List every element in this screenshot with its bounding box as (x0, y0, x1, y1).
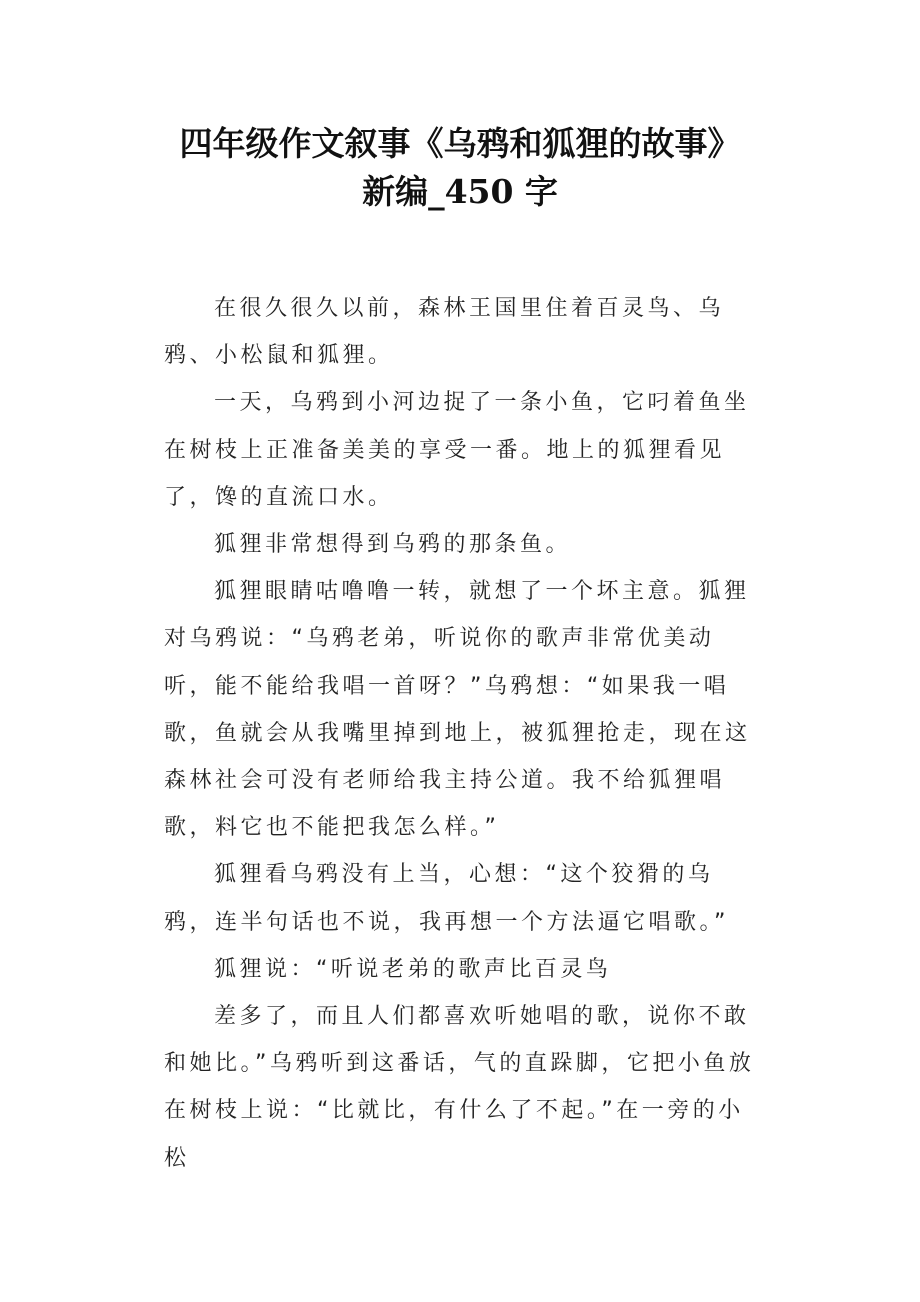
document-title-line-2: 新编_450 字 (362, 172, 558, 211)
paragraph-7: 差多了，而且人们都喜欢听她唱的歌，说你不敢和她比。”乌鸦听到这番话，气的直跺脚，它把小鱼放在树枝上说：“比就比，有什么了不起。”在一旁的小松 (164, 1004, 755, 1171)
paragraph-1: 在很久很久以前，森林王国里住着百灵鸟、乌鸦、小松鼠和狐狸。 (164, 296, 725, 369)
paragraph-3: 狐狸非常想得到乌鸦的那条鱼。 (214, 532, 572, 558)
paragraph-5: 狐狸看乌鸦没有上当，心想：“这个狡猾的乌鸦，连半句话也不说，我再想一个方法逼它唱歌。” (164, 862, 729, 935)
paragraph-2: 一天，乌鸦到小河边捉了一条小鱼，它叼着鱼坐在树枝上正准备美美的享受一番。地上的狐狸看见了，馋的直流口水。 (164, 390, 750, 510)
document-title-line-1: 四年级作文叙事《乌鸦和狐狸的故事》 (179, 124, 741, 163)
document-body (164, 285, 764, 1182)
paragraph-6: 狐狸说：“听说老弟的歌声比百灵鸟 (214, 956, 612, 982)
paragraph-4: 狐狸眼睛咕噜噜一转，就想了一个坏主意。狐狸对乌鸦说：“乌鸦老弟，听说你的歌声非常优美动听，能不能给我唱一首呀？”乌鸦想：“如果我一唱歌，鱼就会从我嘴里掉到地上，被狐狸抢走，现在这森林社会可没有老师给我主持公道。我不给狐狸唱歌，料它也不能把我怎么样。” (164, 579, 751, 841)
